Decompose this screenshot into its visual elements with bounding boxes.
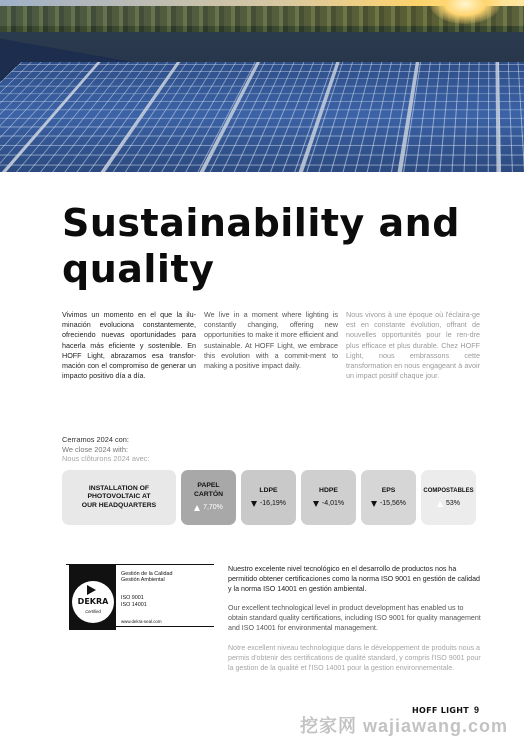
stat-name: INSTALLATION OF PHOTOVOLTAIC AT OUR HEADQUARTERS xyxy=(81,484,157,509)
dekra-arrow-icon xyxy=(87,585,96,595)
site-watermark: 挖家网 wajiawang.com xyxy=(300,716,509,736)
footer-brand-logo: HOFF LIGHT xyxy=(412,706,470,715)
seal-iso-14001: ISO 14001 xyxy=(121,601,147,608)
closing-heading xyxy=(62,435,150,464)
stat-name: HDPE xyxy=(319,486,338,494)
page-title-line1: Sustainability and xyxy=(62,201,460,245)
page-title-line2: quality xyxy=(62,247,215,291)
seal-line-environmental: Gestión Ambiental xyxy=(121,577,165,584)
page-number: 9 xyxy=(474,705,480,715)
stat-hdpe xyxy=(301,470,356,525)
stat-name: LDPE xyxy=(259,486,278,494)
closing-english: We close 2024 with: xyxy=(62,444,129,454)
stat-name: COMPOSTABLES xyxy=(423,487,474,494)
seal-rule-bottom xyxy=(114,626,214,627)
stat-value xyxy=(313,500,344,508)
page-title xyxy=(62,200,482,292)
stat-value-text: 53% xyxy=(445,500,460,507)
stat-name: PAPEL CARTÓN xyxy=(193,482,224,498)
arrow-up-icon xyxy=(437,501,443,507)
closing-spanish: Cerramos 2024 con: xyxy=(62,435,129,444)
hero-solar-panels-photo xyxy=(0,0,524,172)
arrow-down-icon xyxy=(313,501,319,507)
quality-text-english: Our excellent technological level in product development has enabled us to obtain standard quality certifications, including ISO 9001 for quality management and ISO 14001 for environmental management. xyxy=(228,604,481,633)
intro-english: We live in a moment where lighting is constantly changing, offering new opportunities to make it more efficient and sustainable. At HOFF Light, we embrace this evolution with a commit-ment to making a positive impact daily. xyxy=(204,310,338,371)
intro-french: Nous vivons à une époque où l'éclaira-ge est en constante évolution, offrant de nouvelles opportunités pour le ren-dre plus efficace et plus durable. Chez HOFF Light, nous embrassons cette transformation en nous engageant à avoir un impact positif chaque jour. xyxy=(346,310,480,381)
stat-value xyxy=(194,504,223,512)
stat-value-text: -16,19% xyxy=(259,500,287,507)
seal-url: www.dekra-seal.com xyxy=(121,619,162,624)
quality-text-spanish: Nuestro excelente nivel tecnológico en el desarrollo de productos nos ha permitido obtener certificaciones como la norma ISO 9001 en gestión de calidad y la norma ISO 14001 en gestión ambiental. xyxy=(228,565,480,594)
stats-row xyxy=(62,470,476,525)
stat-compostables xyxy=(421,470,476,525)
arrow-down-icon xyxy=(371,501,377,507)
seal-line-quality: Gestión de la Calidad xyxy=(121,571,173,577)
stat-value xyxy=(371,500,406,508)
dekra-logo-sub: Certified xyxy=(85,609,101,614)
seal-iso-list xyxy=(121,595,147,608)
stat-name: EPS xyxy=(381,486,396,494)
stat-value-text: 7,70% xyxy=(203,504,223,512)
dekra-logo-word: DEKRA xyxy=(77,597,109,606)
intro-spanish: Vivimos un momento en el que la ilu-minación evoluciona constantemente, ofreciendo nuevas oportunidades para hacerla más eficiente y sostenible. En HOFF Light, abrazamos esa transfor-mación con el compromiso de generar un impacto positivo día a día. xyxy=(62,310,196,381)
stat-ldpe xyxy=(241,470,296,525)
seal-management-lines xyxy=(121,571,173,584)
stat-value-text: -15,56% xyxy=(379,500,407,507)
closing-french: Nous clôturons 2024 avec: xyxy=(62,454,150,464)
stat-value xyxy=(251,500,286,508)
stat-value-text: -4,01% xyxy=(321,500,345,507)
dekra-certification-seal xyxy=(66,564,214,630)
arrow-down-icon xyxy=(251,501,257,507)
stat-eps xyxy=(361,470,416,525)
stat-value xyxy=(437,500,460,508)
seal-iso-9001: ISO 9001 xyxy=(121,595,144,601)
quality-text-french: Notre excellent niveau technologique dans le développement de produits nous a permis d'obtenir des certifications de qualité standard, y compris l'ISO 9001 pour la gestion de la qualité et l'ISO 14001 pour la gestion environnementale. xyxy=(228,644,481,673)
stat-photovoltaic xyxy=(62,470,176,525)
stat-paper-cardboard xyxy=(181,470,236,525)
hero-panel-rows xyxy=(0,62,524,172)
arrow-up-icon xyxy=(194,505,200,511)
